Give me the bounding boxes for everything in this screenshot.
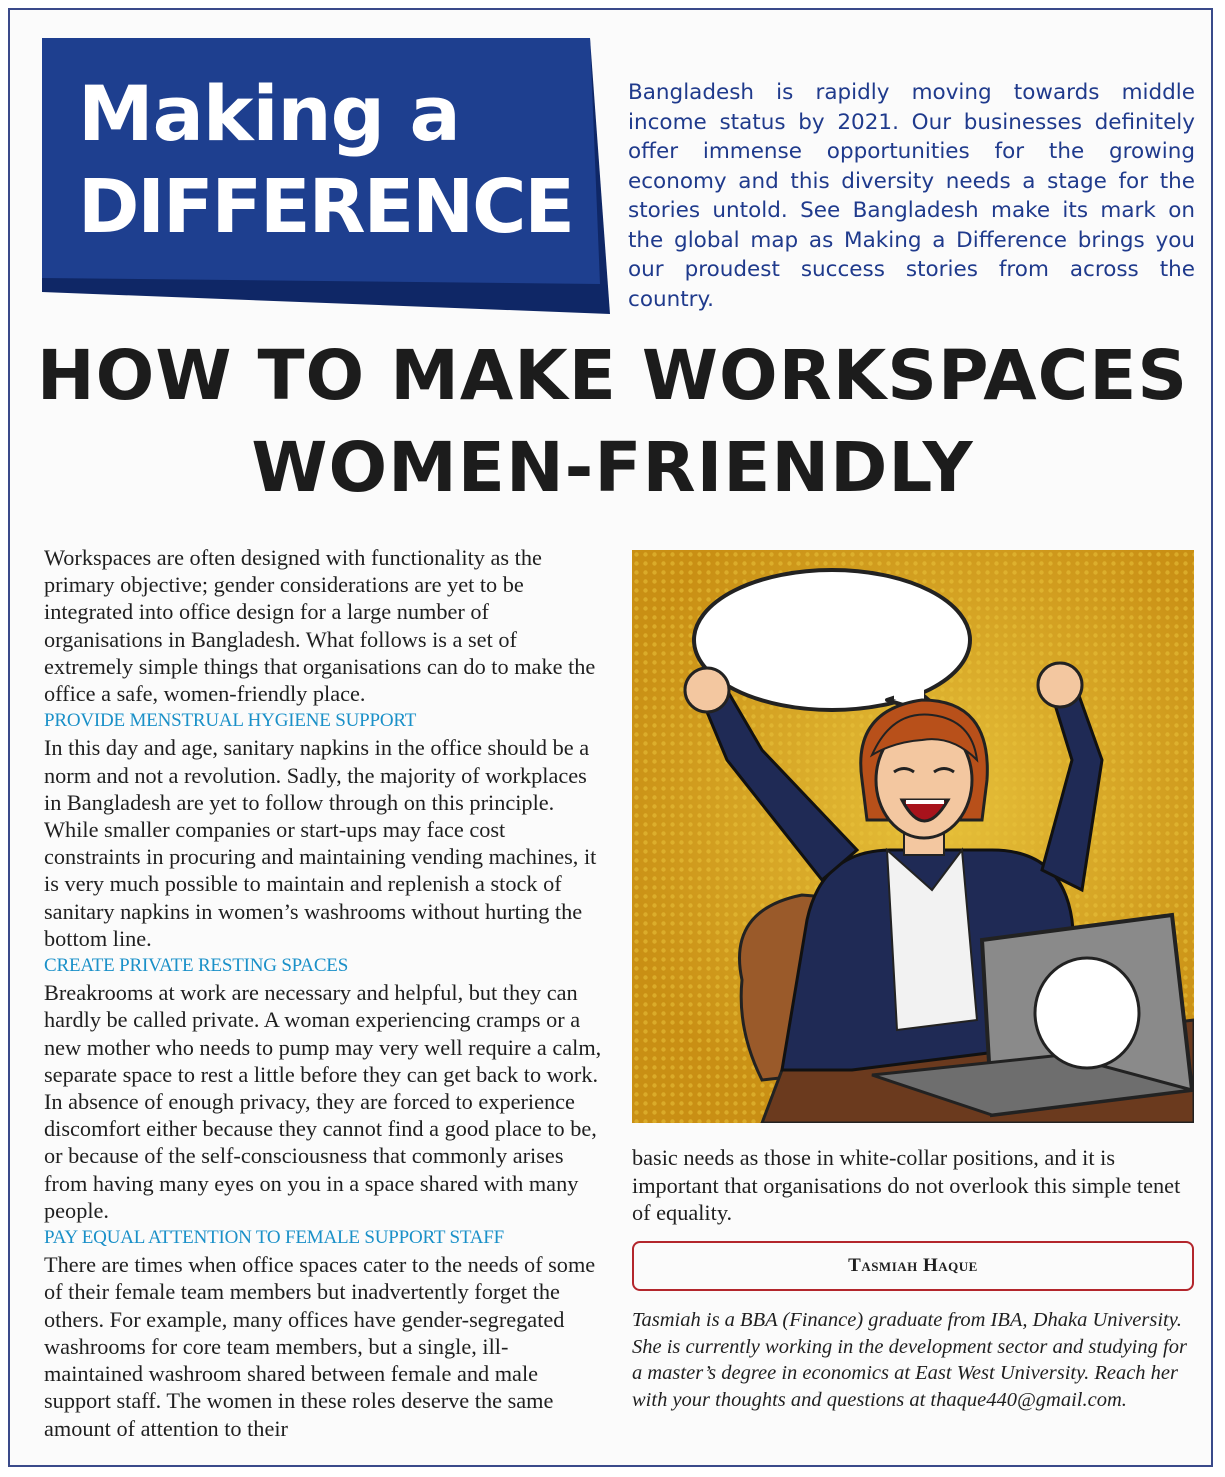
masthead-line1: Making a [78, 69, 460, 158]
masthead-banner [42, 38, 610, 314]
section-resting-spaces-body: Breakrooms at work are necessary and helpful, but they can hardly be called private. A woman experiencing cramps or a new mother who needs to pump may very well require a calm, separate space to rest a little before they can get back to work. In absence of enough privacy, they are forced to experience discomfort either because they cannot find a good place to be, or because of the self-consciousness that commonly arises from having many eyes on you in a space shared with many people. [44, 980, 602, 1223]
masthead-title [78, 69, 573, 250]
subhead-support-staff: PAY EQUAL ATTENTION TO FEMALE SUPPORT STAFF [44, 1227, 504, 1249]
author-bio: Tasmiah is a BBA (Finance) graduate from IBA, Dhaka University. She is currently working in the development sector and studying for a master’s degree in economics at East West University. Reach her with your thoughts and questions at thaque440@gmail.com. [632, 1309, 1187, 1411]
article-headline [0, 330, 1225, 514]
headline-line2: WOMEN-FRIENDLY [251, 428, 974, 508]
masthead-line2: DIFFERENCE [78, 164, 573, 250]
headline-line1: HOW TO MAKE WORKSPACES [36, 336, 1189, 416]
section-menstrual-hygiene-body: In this day and age, sanitary napkins in the office should be a norm and not a revolution. Sadly, the majority of workplaces in Bangladesh are yet to follow through on this principle. While smaller companies or start-ups may face cost constraints in procuring and maintaining vending machines, it is very much possible to maintain and replenish a stock of sanitary napkins in women’s washrooms without hurting the bottom line. [44, 735, 597, 951]
pop-art-woman-celebrating-at-laptop-icon [632, 550, 1194, 1123]
article-left-column [44, 544, 604, 1442]
masthead-intro: Bangladesh is rapidly moving towards middle income status by 2021. Our businesses definitely offer immense opportunities for the growing economy and this diversity needs a stage for the stories untold. See Bangladesh make its mark on the global map as Making a Difference brings you our proudest success stories from across the country. [628, 80, 1195, 312]
subhead-resting-spaces: CREATE PRIVATE RESTING SPACES [44, 955, 349, 977]
article-continuation: basic needs as those in white-collar positions, and it is important that organisations do not overlook this simple tenet of equality. [632, 1145, 1181, 1225]
article-intro: Workspaces are often designed with functionality as the primary objective; gender considerations are yet to be integrated into office design for a large number of organisations in Bangladesh. What follows is a set of extremely simple things that organisations can do to make the office a safe, women-friendly place. [44, 545, 596, 707]
section-support-staff-body: There are times when office spaces cater to the needs of some of their female team members but inadvertently forget the others. For example, many offices have gender-segregated washrooms for core team members, but a single, ill-maintained washroom shared between female and male support staff. The women in these roles deserve the same amount of attention to their [44, 1252, 596, 1441]
subhead-menstrual-hygiene: PROVIDE MENSTRUAL HYGIENE SUPPORT [44, 710, 417, 732]
author-byline: Tasmiah Haque [632, 1241, 1194, 1291]
